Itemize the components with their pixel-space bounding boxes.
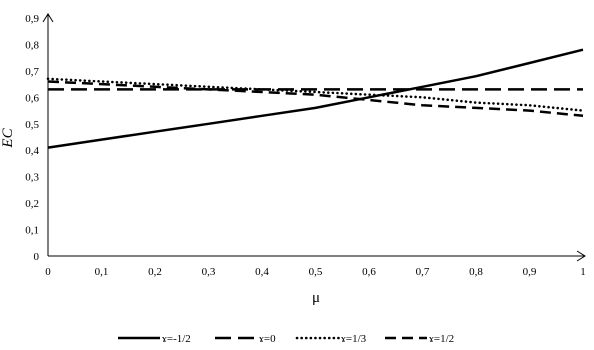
x-tick-label: 0,5 [308, 266, 323, 278]
y-tick-label: 0,5 [25, 118, 39, 131]
legend-label-3: ɤ=1/3 [341, 333, 367, 345]
series-lines [48, 50, 583, 148]
y-tick-label: 0,2 [25, 198, 39, 211]
legend-label-2: ɤ=0 [259, 333, 276, 345]
x-tick-label: 0,3 [201, 266, 216, 278]
y-tick-label: 0,8 [25, 39, 39, 52]
x-tick-label: 0,8 [469, 266, 483, 278]
series-line-4 [48, 82, 583, 116]
y-axis-label: EC [0, 128, 16, 148]
y-tick-label: 0,6 [25, 92, 39, 105]
y-tick-label: 0 [33, 251, 39, 263]
legend-label-4: ɤ=1/2 [429, 333, 455, 345]
x-tick-label: 1 [580, 266, 586, 278]
x-axis-label: μ [311, 290, 321, 306]
x-tick-label: 0,9 [522, 266, 537, 278]
series-line-3 [48, 79, 583, 111]
x-tick-label: 0,6 [362, 266, 376, 278]
x-tick-label: 0,1 [94, 266, 109, 278]
axes [43, 14, 585, 261]
legend-label-1: ɤ=-1/2 [162, 333, 191, 345]
x-tick-label: 0,2 [148, 266, 162, 278]
x-tick-label: 0,7 [415, 266, 430, 278]
y-tick-label: 0,4 [25, 145, 39, 158]
tick-labels [25, 13, 586, 278]
y-tick-label: 0,7 [25, 65, 39, 78]
y-tick-label: 0,9 [25, 13, 39, 25]
x-tick-label: 0,4 [255, 266, 269, 278]
series-line-1 [48, 50, 583, 148]
x-tick-label: 0 [45, 266, 51, 278]
legend [118, 333, 454, 345]
y-tick-label: 0,1 [25, 224, 39, 237]
y-tick-label: 0,3 [25, 171, 39, 184]
